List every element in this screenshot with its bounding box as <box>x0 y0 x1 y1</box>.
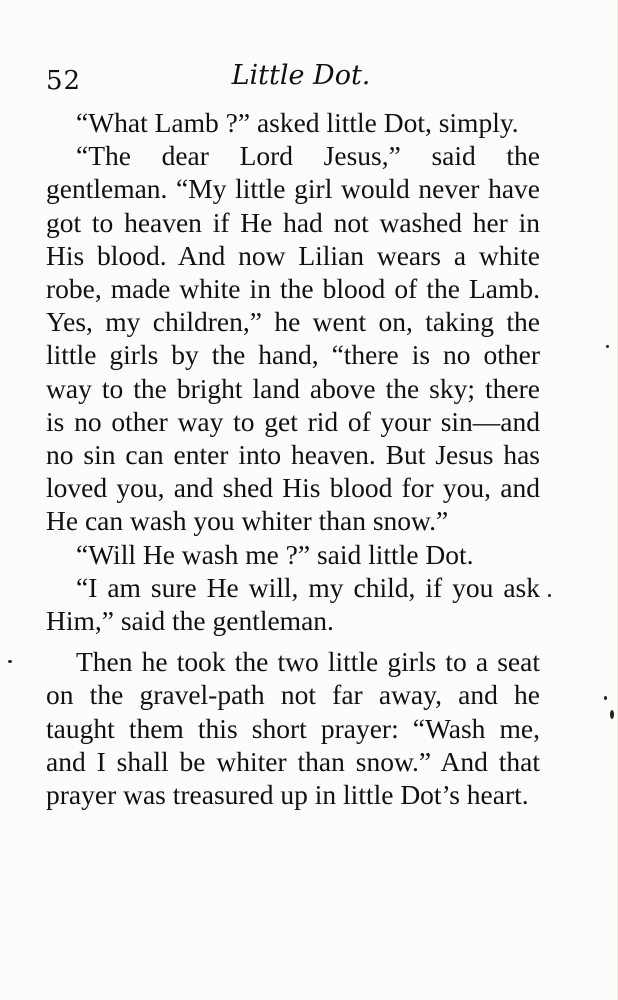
running-title: Little Dot. <box>231 60 371 91</box>
speck <box>8 660 12 663</box>
paragraph: “What Lamb ?” asked little Dot, simply. <box>76 107 519 138</box>
paragraph: “The dear Lord Jesus,” said the gentleman. “My little girl would never have got to heaven if He had not washed her in His blood. And now Lilian wears a white robe, made white in the blood of the Lamb. Yes, my children,” he went on, taking the little girls by the hand, “there is no other way to the bright land above the sky; there is no other way to get rid of your sin—and no sin can enter into heaven. But Jesus has loved you, and shed His blood for you, and He can wash you whiter than snow.” <box>46 140 540 537</box>
speck <box>604 696 607 700</box>
paragraph: “Will He wash me ?” said little Dot. <box>76 538 474 570</box>
page-number: 52 <box>46 66 82 96</box>
page-header <box>46 60 556 96</box>
speck <box>610 710 614 719</box>
paragraph: “I am sure He will, my child, if you ask Him,” said the gentleman. <box>46 571 540 637</box>
paragraph: Then he took the two little girls to a seat on the gravel-path not far away, and he taught them this short prayer: “Wash me, and I shall be whiter than snow.” And that prayer was treasured up in little Dot’s heart. <box>46 646 540 811</box>
body-text <box>46 106 540 811</box>
speck <box>548 594 551 597</box>
speck <box>606 345 609 348</box>
